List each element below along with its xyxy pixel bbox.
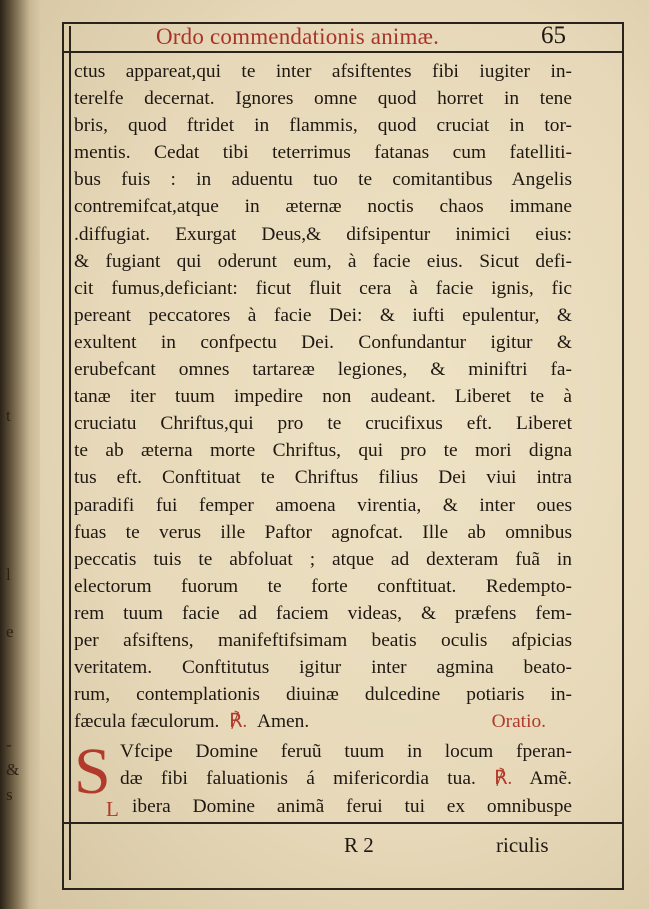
text-line: paradifi fui femper amoena virentia, & inter oues: [74, 494, 572, 516]
text-line: te ab æterna morte Chriftus, qui pro te mori digna: [74, 440, 572, 462]
text-line: cruciatu Chriftus,qui pro te crucifixus eft. Liberet: [74, 413, 572, 435]
amen-text: Amen.: [256, 711, 310, 733]
text-line: electorum fuorum te forte conftituat. Redempto-: [74, 575, 572, 597]
closing-text: [74, 708, 309, 735]
text-line: tus eft. Conftituat te Chriftus filius Dei viui intra: [74, 467, 572, 489]
text-line: pereant peccatores à facie Dei: & iufti epulentur, &: [74, 304, 572, 326]
text-line: fuas te verus ille Paftor agnofcat. Ille ab omnibus: [74, 521, 572, 543]
oratio-line-2-text: dæ fibi faluationis á mifericordia tua.: [120, 768, 476, 789]
edge-letter: &: [6, 760, 20, 779]
edge-letter: s: [6, 785, 13, 804]
edge-letter: l: [6, 565, 11, 584]
catchword: riculis: [496, 833, 549, 857]
red-capital-l: L: [106, 797, 119, 821]
text-line: peccatis tuis te abfoluat ; atque ad dexteram fuã in: [74, 548, 572, 570]
oratio-line-3: ibera Domine animã ferui tui ex omnibuspe: [132, 796, 572, 817]
text-line: terelfe decernat. Ignores omne quod horret in tene: [74, 88, 572, 110]
running-head: Ordo commendationis animæ.: [156, 24, 440, 49]
facing-page-edge-letters: [2, 0, 22, 909]
text-line: contremifcat,atque in æternæ noctis chaos immane: [74, 196, 572, 218]
signature-mark: R 2: [344, 833, 374, 857]
text-line: cit fumus,deficiant: ficut fluit cera à facie ignis, fic: [74, 277, 572, 299]
footer-rule: [62, 822, 624, 824]
edge-letter: e: [6, 622, 14, 641]
text-line: .diffugiat. Exurgat Deus,& difsipentur inimici eius:: [74, 223, 572, 245]
page-number: 65: [541, 22, 566, 49]
main-text: [74, 58, 572, 735]
text-line: exultent in confpectu Dei. Confundantur igitur &: [74, 331, 572, 353]
drop-capital-s: S: [74, 735, 111, 808]
text-line: rum, contemplationis diuinæ dulcedine potiaris in-: [74, 684, 572, 706]
oratio-rubric: Oratio.: [491, 711, 546, 733]
edge-letter: -: [6, 735, 12, 754]
text-line: rem tuum facie ad faciem videas, & præfens fem-: [74, 602, 572, 624]
seculorum-text: fæcula fæculorum.: [74, 711, 220, 733]
text-line: mentis. Cedat tibi teterrimus fatanas cum fatelliti-: [74, 142, 572, 164]
text-line: bus fuis : in aduentu tuo te comitantibus Angelis: [74, 169, 572, 191]
text-line: per afsiftens, manifeftifsimam beatis oculis afpicias: [74, 629, 572, 651]
closing-line: [74, 708, 572, 735]
inner-left-rule: [69, 26, 71, 880]
edge-letter: t: [6, 406, 11, 425]
text-line: tanæ iter tuum impedire non audeant. Liberet te à: [74, 386, 572, 408]
text-line: ctus appareat,qui te inter afsiftentes fibi iugiter in-: [74, 61, 572, 82]
text-line: & fugiant qui oderunt eum, à facie eius. Sicut defi-: [74, 250, 572, 272]
text-line: veritatem. Conftitutus igitur inter agmina beato-: [74, 657, 572, 679]
oratio-line-1: Vfcipe Domine feruũ tuum in locum fperan-: [120, 741, 572, 762]
text-line: bris, quod ftridet in flammis, quod cruciat in tor-: [74, 115, 572, 137]
response-mark: ℟.: [494, 768, 513, 789]
amen-text: Amẽ.: [529, 768, 572, 789]
oratio-line-2: [120, 765, 572, 792]
header-rule: [62, 51, 624, 53]
text-line: erubefcant omnes tartareæ legiones, & miniftri fa-: [74, 359, 572, 381]
response-mark: ℟.: [229, 711, 248, 733]
